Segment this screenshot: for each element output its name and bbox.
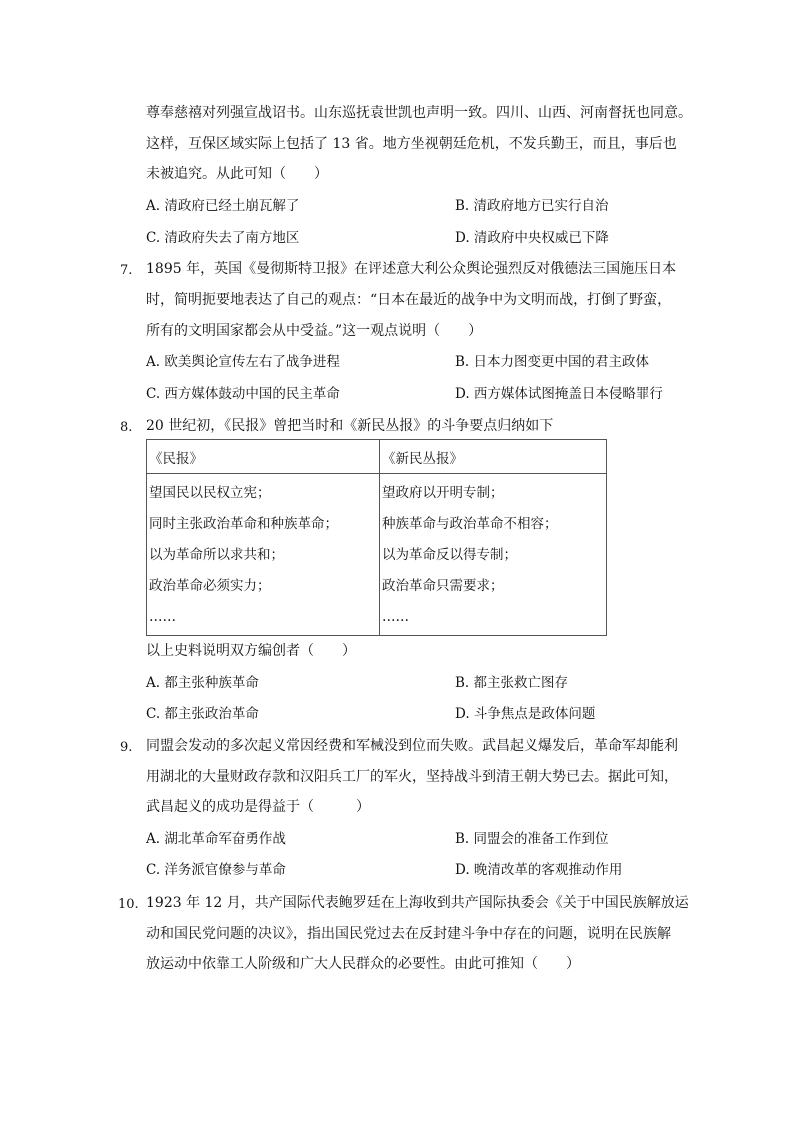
q6-option-a: A. 清政府已经土崩瓦解了 <box>146 198 300 214</box>
table-header-minbao: 《民报》 <box>147 440 380 474</box>
table-cell-xinmin <box>380 474 607 636</box>
table-header-row <box>147 440 607 474</box>
q6-option-b: B. 清政府地方已实行自治 <box>455 198 609 214</box>
minbao-point-5: …… <box>149 609 176 625</box>
q7-number: 7. <box>120 263 133 278</box>
xinmin-point-2: 种族革命与政治革命不相容； <box>382 516 558 532</box>
q7-option-a: A. 欧美舆论宣传左右了战争进程 <box>146 354 340 370</box>
q7-line-3: 所有的文明国家都会从中受益。”这一观点说明（ ） <box>146 323 483 339</box>
q9-option-a: A. 湖北革命军奋勇作战 <box>146 831 286 847</box>
q6-option-c: C. 清政府失去了南方地区 <box>146 230 300 246</box>
q9-line-1: 同盟会发动的多次起义常因经费和军械没到位而失败。武昌起义爆发后，革命军却能利 <box>146 738 678 754</box>
minbao-point-3: 以为革命所以求共和； <box>149 547 284 563</box>
xinmin-point-5: …… <box>382 609 409 625</box>
xinmin-point-3: 以为革命反以得专制； <box>382 547 517 563</box>
q7-line-1: 1895 年，英国《曼彻斯特卫报》在评述意大利公众舆论强烈反对俄德法三国施压日本 <box>146 261 677 277</box>
q8-number: 8. <box>120 420 133 435</box>
table-header-xinmin: 《新民丛报》 <box>380 440 607 474</box>
q8-option-c: C. 都主张政治革命 <box>146 706 259 722</box>
table-body-row <box>147 474 607 636</box>
q10-line-2: 动和国民党问题的决议》，指出国民党过去在反封建斗争中存在的问题，说明在民族解 <box>146 926 671 942</box>
q8-option-b: B. 都主张救亡图存 <box>455 675 569 691</box>
q7-line-2: 时，简明扼要地表达了自己的观点：“日本在最近的战争中为文明而战，打倒了野蛮， <box>146 292 672 308</box>
q10-line-3: 放运动中依靠工人阶级和广大人民群众的必要性。由此可推知（ ） <box>146 956 580 972</box>
q6-line-2: 这样，互保区域实际上包括了 13 省。地方坐视朝廷危机，不发兵勤王，而且，事后也 <box>146 136 677 152</box>
minbao-point-4: 政治革命必须实力； <box>149 578 271 594</box>
table-cell-minbao <box>147 474 380 636</box>
comparison-table <box>146 439 607 636</box>
q8-intro: 20 世纪初，《民报》曾把当时和《新民丛报》的斗争要点归纳如下 <box>146 418 554 434</box>
q8-question: 以上史料说明双方编创者（ ） <box>146 643 356 659</box>
q7-option-d: D. 西方媒体试图掩盖日本侵略罪行 <box>455 386 663 402</box>
q8-option-d: D. 斗争焦点是政体问题 <box>455 706 596 722</box>
q10-number: 10. <box>118 897 139 912</box>
minbao-point-1: 望国民以民权立宪； <box>149 485 271 501</box>
q6-option-d: D. 清政府中央权威已下降 <box>455 230 609 246</box>
q7-option-c: C. 西方媒体鼓动中国的民主革命 <box>146 386 340 402</box>
q7-option-b: B. 日本力图变更中国的君主政体 <box>455 354 650 370</box>
q6-line-1: 尊奉慈禧对列强宣战诏书。山东巡抚袁世凯也声明一致。四川、山西、河南督抚也同意。 <box>146 105 692 121</box>
q9-option-c: C. 洋务派官僚参与革命 <box>146 862 286 878</box>
q9-line-2: 用湖北的大量财政存款和汉阳兵工厂的军火，坚持战斗到清王朝大势已去。据此可知， <box>146 769 678 785</box>
xinmin-point-4: 政治革命只需要求； <box>382 578 504 594</box>
q10-line-1: 1923 年 12 月，共产国际代表鲍罗廷在上海收到共产国际执委会《关于中国民族解放运 <box>146 895 689 911</box>
minbao-point-2: 同时主张政治革命和种族革命； <box>149 516 338 532</box>
q9-number: 9. <box>120 740 133 755</box>
q9-option-b: B. 同盟会的准备工作到位 <box>455 831 609 847</box>
q8-option-a: A. 都主张种族革命 <box>146 675 259 691</box>
q6-line-3: 未被追究。从此可知（ ） <box>146 166 328 182</box>
xinmin-point-1: 望政府以开明专制； <box>382 485 504 501</box>
q9-option-d: D. 晚清改革的客观推动作用 <box>455 862 623 878</box>
q9-line-3: 武昌起义的成功是得益于（ ） <box>146 799 370 815</box>
